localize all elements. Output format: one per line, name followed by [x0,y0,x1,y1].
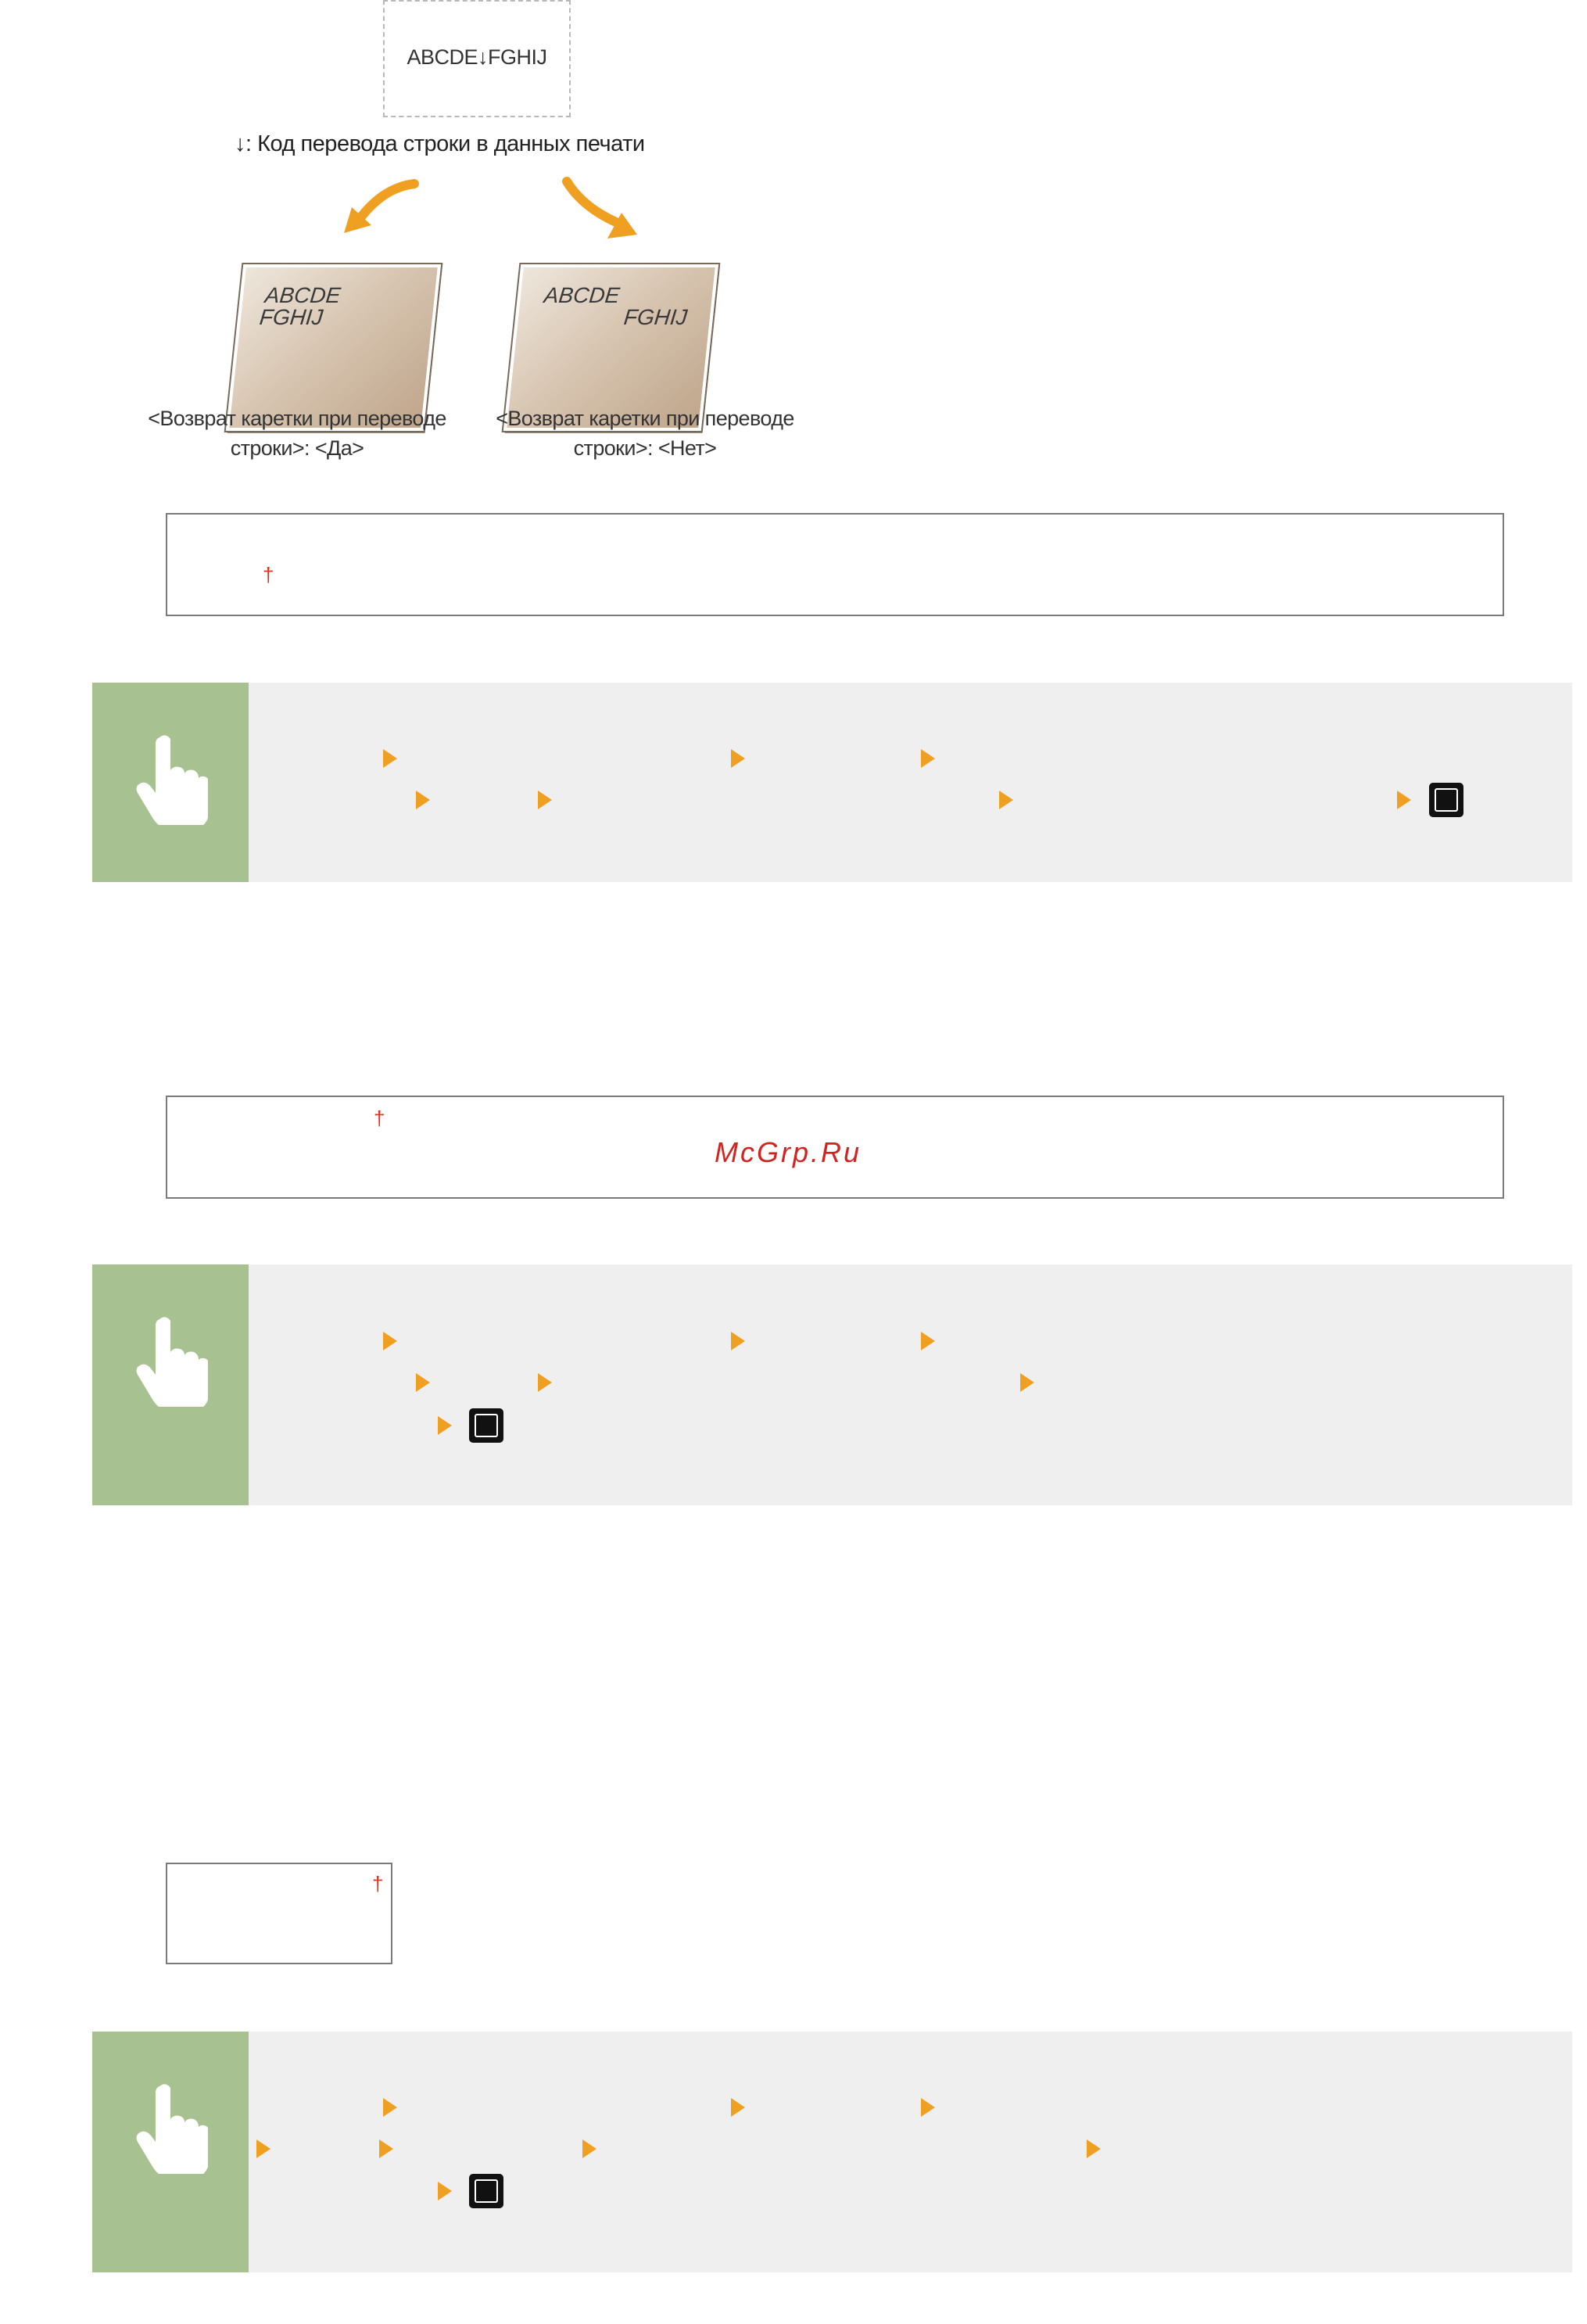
operation-panel-1-tab [92,683,249,882]
arrow-icon [582,2139,596,2158]
arrow-icon [1087,2139,1101,2158]
watermark: McGrp.Ru [715,1136,862,1168]
default-marker: † [372,1872,384,1895]
arrow-icon [921,2098,935,2117]
arrow-icon [731,749,745,768]
arrow-icon [383,2098,397,2117]
home-button-icon[interactable] [1429,783,1463,817]
arrow-icon [383,749,397,768]
arrow-icon [1397,791,1411,809]
arrow-icon [731,2098,745,2117]
right-curved-arrow-icon [551,172,653,246]
caption-no-line2: строки>: <Нет> [573,436,717,460]
caption-no-line1: <Возврат каретки при переводе [496,407,794,430]
default-marker: † [263,563,274,586]
settings-box-1 [166,513,1504,616]
arrow-icon [538,1373,552,1392]
paper-left-line1: ABCDE [263,283,342,307]
operation-panel-3 [92,2032,1572,2272]
paper-left-line2: FGHIJ [258,305,324,329]
left-curved-arrow-icon [328,172,430,242]
pointing-hand-icon [130,1313,208,1407]
pointing-hand-icon [130,2080,208,2174]
arrow-icon [383,1332,397,1350]
operation-panel-2 [92,1264,1572,1505]
home-button-icon[interactable] [469,1408,503,1443]
caption-no [473,403,817,463]
arrow-icon [1020,1373,1034,1392]
arrow-icon [538,791,552,809]
caption-yes [125,403,469,463]
settings-box-3 [166,1863,392,1964]
caption-yes-line2: строки>: <Да> [230,436,364,460]
pointing-hand-icon [130,731,208,825]
arrow-icon [438,1416,452,1435]
caption-yes-line1: <Возврат каретки при переводе [148,407,446,430]
arrow-icon [921,749,935,768]
operation-panel-1 [92,683,1572,882]
source-data-text: ABCDE↓FGHIJ [407,45,547,69]
settings-box-2 [166,1096,1504,1199]
default-marker: † [374,1106,385,1130]
operation-panel-3-tab [92,2032,249,2272]
paper-right-line1: ABCDE [543,283,622,307]
arrow-icon [416,1373,430,1392]
arrow-icon [256,2139,270,2158]
arrow-icon [416,791,430,809]
arrow-icon [438,2182,452,2200]
arrow-icon [999,791,1013,809]
arrow-icon [921,1332,935,1350]
operation-panel-2-tab [92,1264,249,1505]
home-button-icon[interactable] [469,2174,503,2208]
linefeed-legend: ↓: Код перевода строки в данных печати [235,131,645,156]
paper-right-line2: FGHIJ [622,305,689,329]
arrow-icon [731,1332,745,1350]
arrow-icon [379,2139,393,2158]
